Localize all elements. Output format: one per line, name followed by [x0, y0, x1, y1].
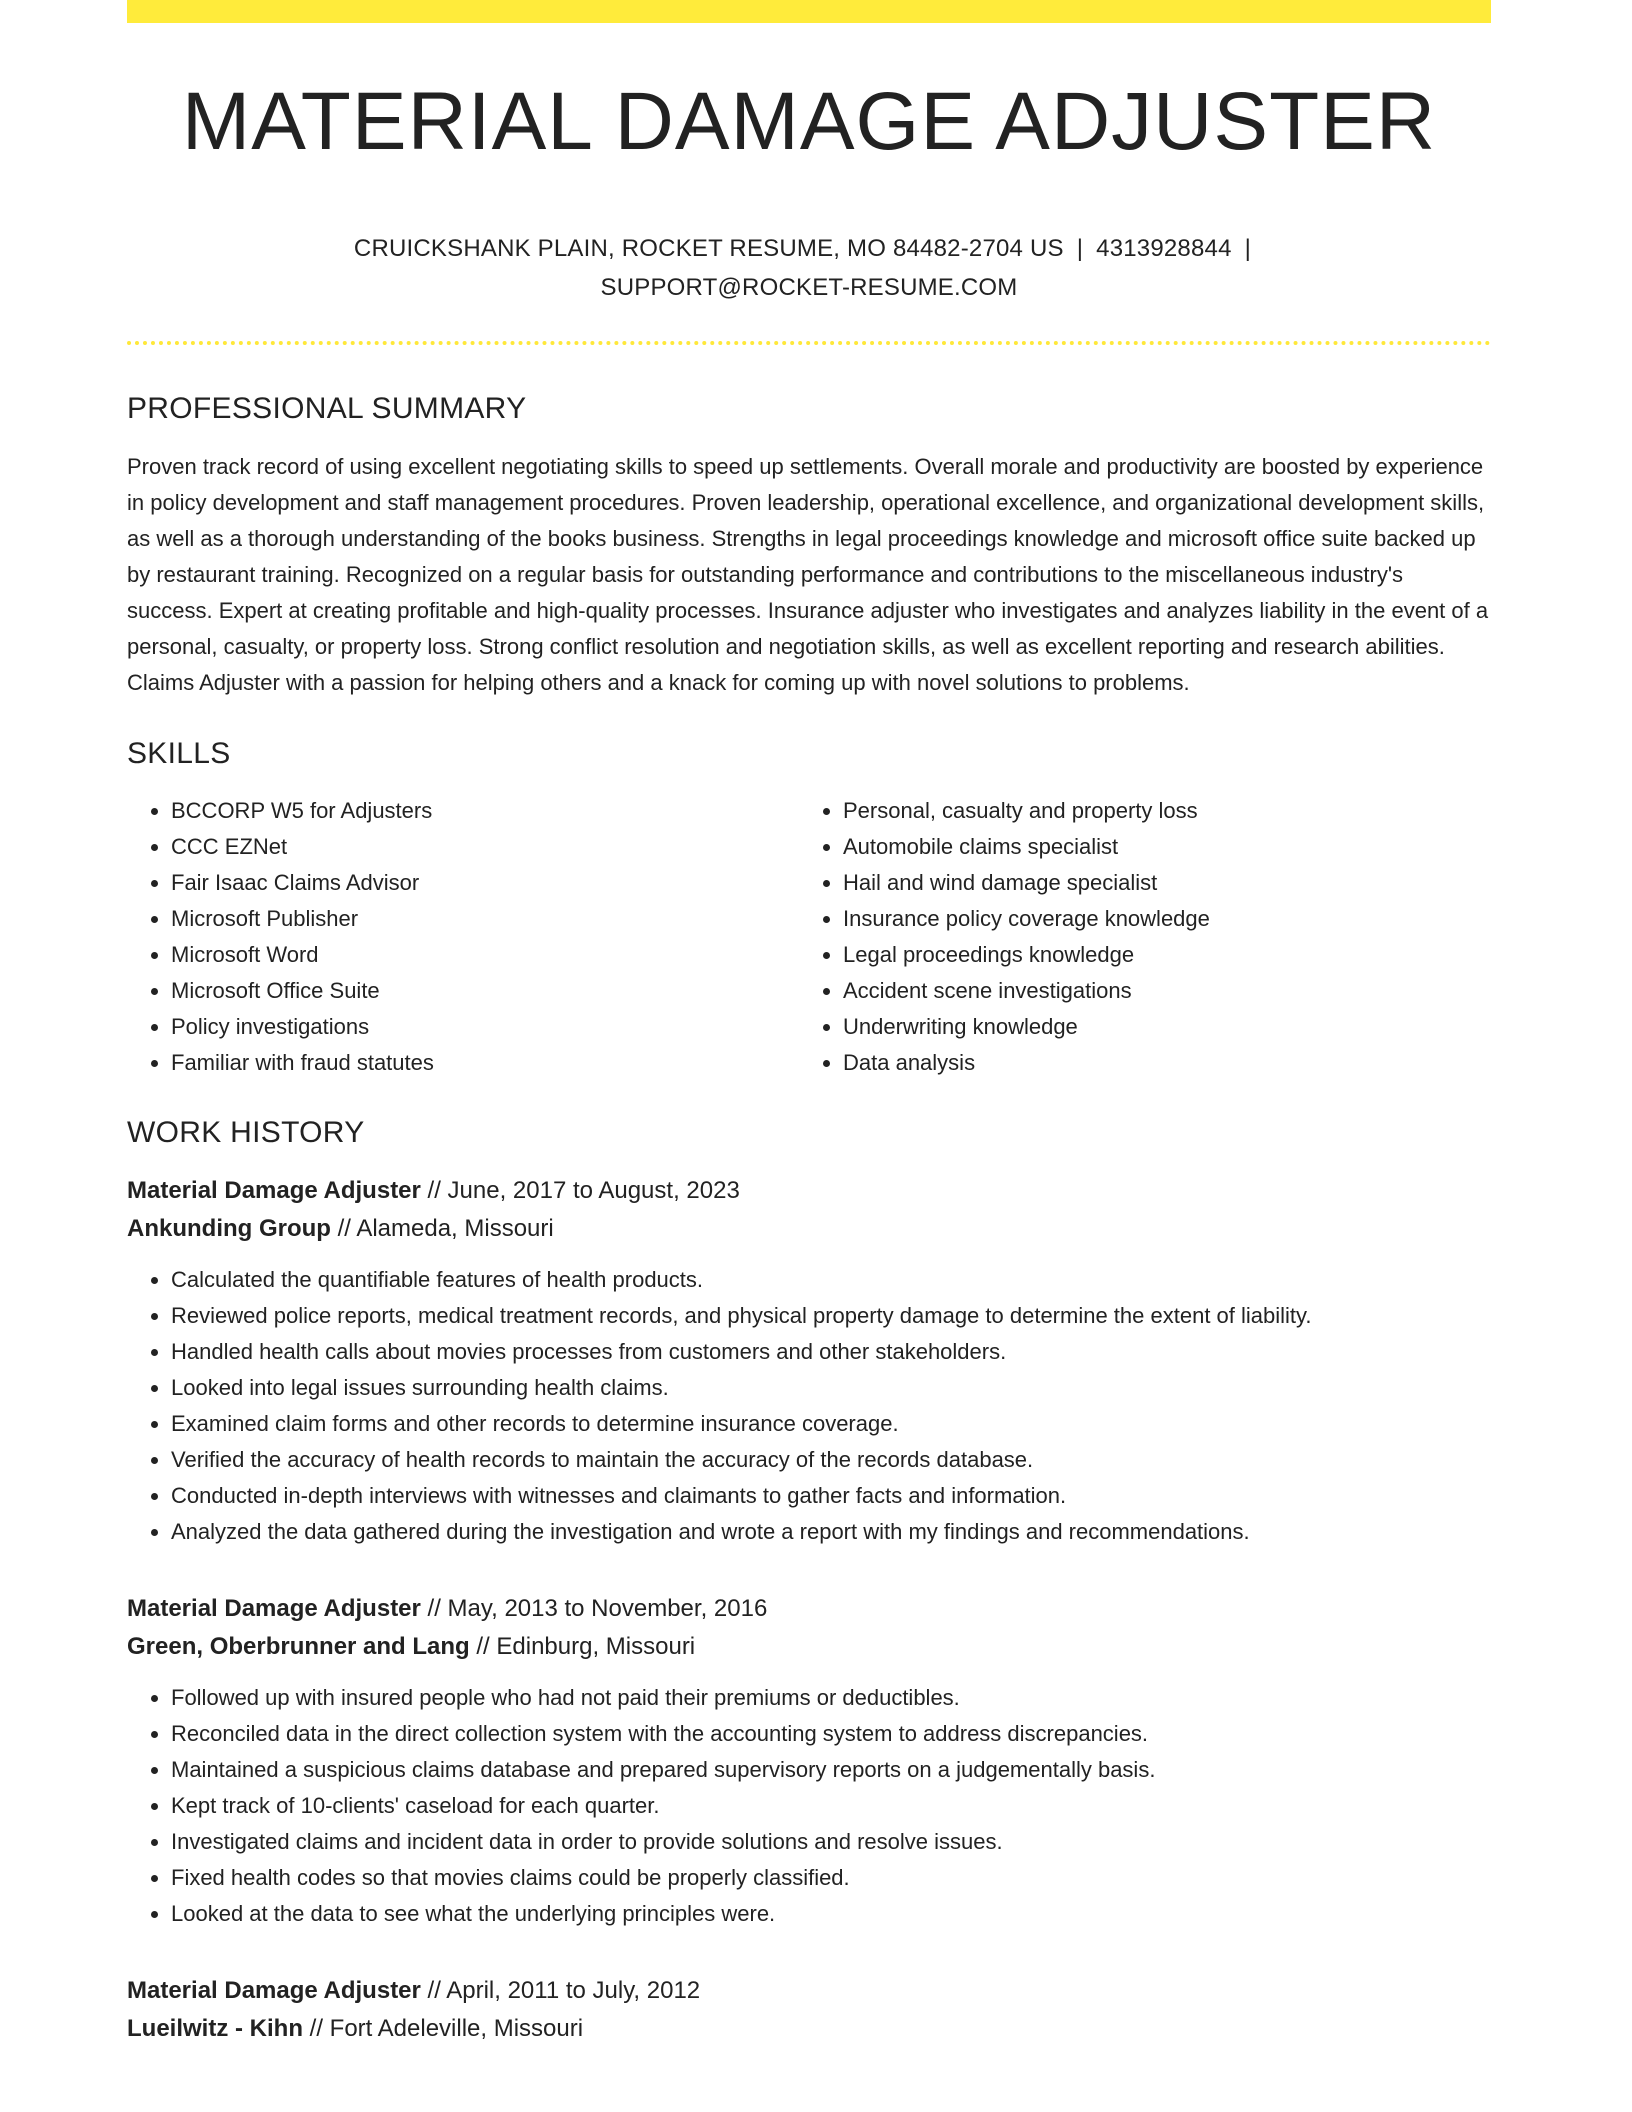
- job-bullet: • Conducted in-depth interviews with witnesses and claimants to gather facts and information.: [171, 1478, 1491, 1514]
- job-company-line: [127, 1628, 1491, 1666]
- skills-list-left: [127, 793, 799, 1081]
- skill-item: • Microsoft Office Suite: [171, 973, 799, 1009]
- job-entry: [127, 1172, 1491, 1550]
- job-bullet: • Verified the accuracy of health records to maintain the accuracy of the records database.: [171, 1442, 1491, 1478]
- job-bullets: [127, 1262, 1491, 1550]
- job-bullet: • Looked into legal issues surrounding health claims.: [171, 1370, 1491, 1406]
- skill-item: • Microsoft Publisher: [171, 901, 799, 937]
- skill-item: • Hail and wind damage specialist: [843, 865, 1471, 901]
- job-bullets: [127, 1680, 1491, 1932]
- phone: 4313928844: [1096, 235, 1232, 262]
- contact-line-2: [127, 268, 1491, 307]
- job-entry: [127, 1590, 1491, 1932]
- skill-item: • Microsoft Word: [171, 937, 799, 973]
- job-title-line: [127, 1590, 1491, 1628]
- job-title: Material Damage Adjuster: [127, 1595, 421, 1622]
- skill-item: • CCC EZNet: [171, 829, 799, 865]
- job-title-line: [127, 1172, 1491, 1210]
- resume-page: [127, 0, 1491, 2048]
- job-title-line: [127, 1972, 1491, 2010]
- job-bullet: • Followed up with insured people who had not paid their premiums or deductibles.: [171, 1680, 1491, 1716]
- email[interactable]: SUPPORT@ROCKET-RESUME.COM: [600, 274, 1018, 301]
- separator: |: [1076, 235, 1084, 262]
- job-bullet: • Calculated the quantifiable features of health products.: [171, 1262, 1491, 1298]
- top-accent-bar: [127, 0, 1491, 23]
- job-bullet: • Looked at the data to see what the underlying principles were.: [171, 1896, 1491, 1932]
- job-bullet: • Reviewed police reports, medical treatment records, and physical property damage to determine the extent of liability.: [171, 1298, 1491, 1334]
- skill-item: • Personal, casualty and property loss: [843, 793, 1471, 829]
- skills-list-right: [799, 793, 1471, 1081]
- work-history-heading: WORK HISTORY: [127, 1116, 365, 1149]
- job-location: // Edinburg, Missouri: [469, 1633, 696, 1660]
- summary-heading: PROFESSIONAL SUMMARY: [127, 392, 527, 425]
- skill-item: • Data analysis: [843, 1045, 1471, 1081]
- job-bullet: • Maintained a suspicious claims database and prepared supervisory reports on a judgementally basis.: [171, 1752, 1491, 1788]
- skill-item: • Legal proceedings knowledge: [843, 937, 1471, 973]
- address: CRUICKSHANK PLAIN, ROCKET RESUME, MO 84482-2704 US: [353, 235, 1064, 262]
- section-divider: [127, 341, 1491, 345]
- company-name: Ankunding Group: [127, 1215, 331, 1242]
- job-bullet: • Reconciled data in the direct collection system with the accounting system to address discrepancies.: [171, 1716, 1491, 1752]
- job-bullet: • Fixed health codes so that movies claims could be properly classified.: [171, 1860, 1491, 1896]
- skill-item: • Policy investigations: [171, 1009, 799, 1045]
- job-location: // Alameda, Missouri: [330, 1215, 554, 1242]
- contact-line-1: [127, 229, 1491, 268]
- job-location: // Fort Adeleville, Missouri: [302, 2015, 584, 2042]
- job-entry: [127, 1972, 1491, 2048]
- summary-text: Proven track record of using excellent negotiating skills to speed up settlements. Overall morale and productivity are boosted by experience in policy development and staff management procedures. Proven leadership, operational excellence, and organizational development skills, as well as a thorough understanding of the books business. Strengths in legal proceedings knowledge and microsoft office suite backed up by restaurant training. Recognized on a regular basis for outstanding performance and contributions to the miscellaneous industry's success. Expert at creating profitable and high-quality processes. Insurance adjuster who investigates and analyzes liability in the event of a personal, casualty, or property loss. Strong conflict resolution and negotiation skills, as well as excellent reporting and research abilities. Claims Adjuster with a passion for helping others and a knack for coming up with novel solutions to problems.: [127, 454, 1489, 695]
- job-dates: // April, 2011 to July, 2012: [420, 1977, 701, 2004]
- skill-item: • Fair Isaac Claims Advisor: [171, 865, 799, 901]
- skill-item: • Insurance policy coverage knowledge: [843, 901, 1471, 937]
- company-name: Green, Oberbrunner and Lang: [127, 1633, 470, 1660]
- resume-title: MATERIAL DAMAGE ADJUSTER: [181, 76, 1437, 167]
- job-company-line: [127, 1210, 1491, 1248]
- job-bullet: • Kept track of 10-clients' caseload for each quarter.: [171, 1788, 1491, 1824]
- job-title: Material Damage Adjuster: [127, 1177, 421, 1204]
- skill-item: • BCCORP W5 for Adjusters: [171, 793, 799, 829]
- skills-heading: SKILLS: [127, 737, 231, 770]
- job-dates: // June, 2017 to August, 2023: [420, 1177, 740, 1204]
- contact-info: [127, 229, 1491, 307]
- separator: |: [1244, 235, 1252, 262]
- skill-item: • Accident scene investigations: [843, 973, 1471, 1009]
- job-bullet: • Handled health calls about movies processes from customers and other stakeholders.: [171, 1334, 1491, 1370]
- skill-item: • Automobile claims specialist: [843, 829, 1471, 865]
- job-bullet: • Investigated claims and incident data in order to provide solutions and resolve issues.: [171, 1824, 1491, 1860]
- skill-item: • Underwriting knowledge: [843, 1009, 1471, 1045]
- job-company-line: [127, 2010, 1491, 2048]
- skill-item: • Familiar with fraud statutes: [171, 1045, 799, 1081]
- job-bullet: • Analyzed the data gathered during the investigation and wrote a report with my findings and recommendations.: [171, 1514, 1491, 1550]
- skills-columns: [127, 793, 1491, 1081]
- company-name: Lueilwitz - Kihn: [127, 2015, 303, 2042]
- job-dates: // May, 2013 to November, 2016: [420, 1595, 768, 1622]
- job-bullet: • Examined claim forms and other records to determine insurance coverage.: [171, 1406, 1491, 1442]
- job-title: Material Damage Adjuster: [127, 1977, 421, 2004]
